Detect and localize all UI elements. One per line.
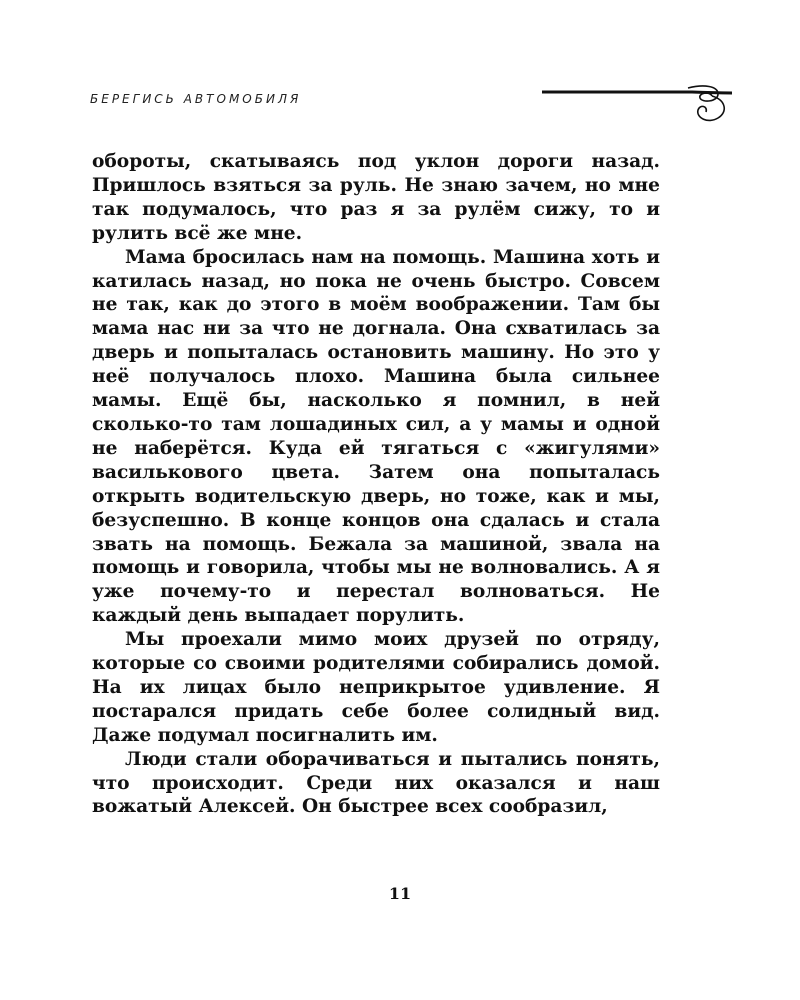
paragraph-3: Мы проехали мимо моих друзей по отряду, которые со своими родителями собирались домой. На их лицах было неприкрытое удивление. Я постарался придать себе более солидный вид. Даже подумал посигналить им. xyxy=(92,629,660,746)
running-header xyxy=(90,88,730,128)
body-text xyxy=(92,150,660,819)
paragraph-1: обороты, скатываясь под уклон дороги назад. Пришлось взяться за руль. Не знаю зачем, но мне так подумалось, что раз я за рулём сижу, то и рулить всё же мне. xyxy=(92,151,660,244)
swirl-ornament-icon xyxy=(542,82,732,132)
running-title: БЕРЕГИСЬ АВТОМОБИЛЯ xyxy=(90,92,302,106)
paragraph-4: Люди стали оборачиваться и пытались понять, что происходит. Среди них оказался и наш вожатый Алексей. Он быстрее всех сообразил, xyxy=(92,748,660,818)
paragraph-2: Мама бросилась нам на помощь. Машина хоть и катилась назад, но пока не очень быстро. Совсем не так, как до этого в моём воображении. Там бы мама нас ни за что не догнала. Она схватилась за дверь и попыталась остановить машину. Но это у неё получалось плохо. Машина была сильнее мамы. Ещё бы, насколько я помнил, в ней сколько-то там лошадиных сил, а у мамы и одной не наберётся. Куда ей тягаться с «жигулями» василькового цвета. Затем она попыталась открыть водительскую дверь, но тоже, как и мы, безуспешно. В конце концов она сдалась и стала звать на помощь. Бежала за машиной, звала на помощь и говорила, чтобы мы не волновались. А я уже почему-то и перестал волноваться. Не каждый день выпадает порулить. xyxy=(92,246,660,627)
page-number: 11 xyxy=(388,884,412,903)
